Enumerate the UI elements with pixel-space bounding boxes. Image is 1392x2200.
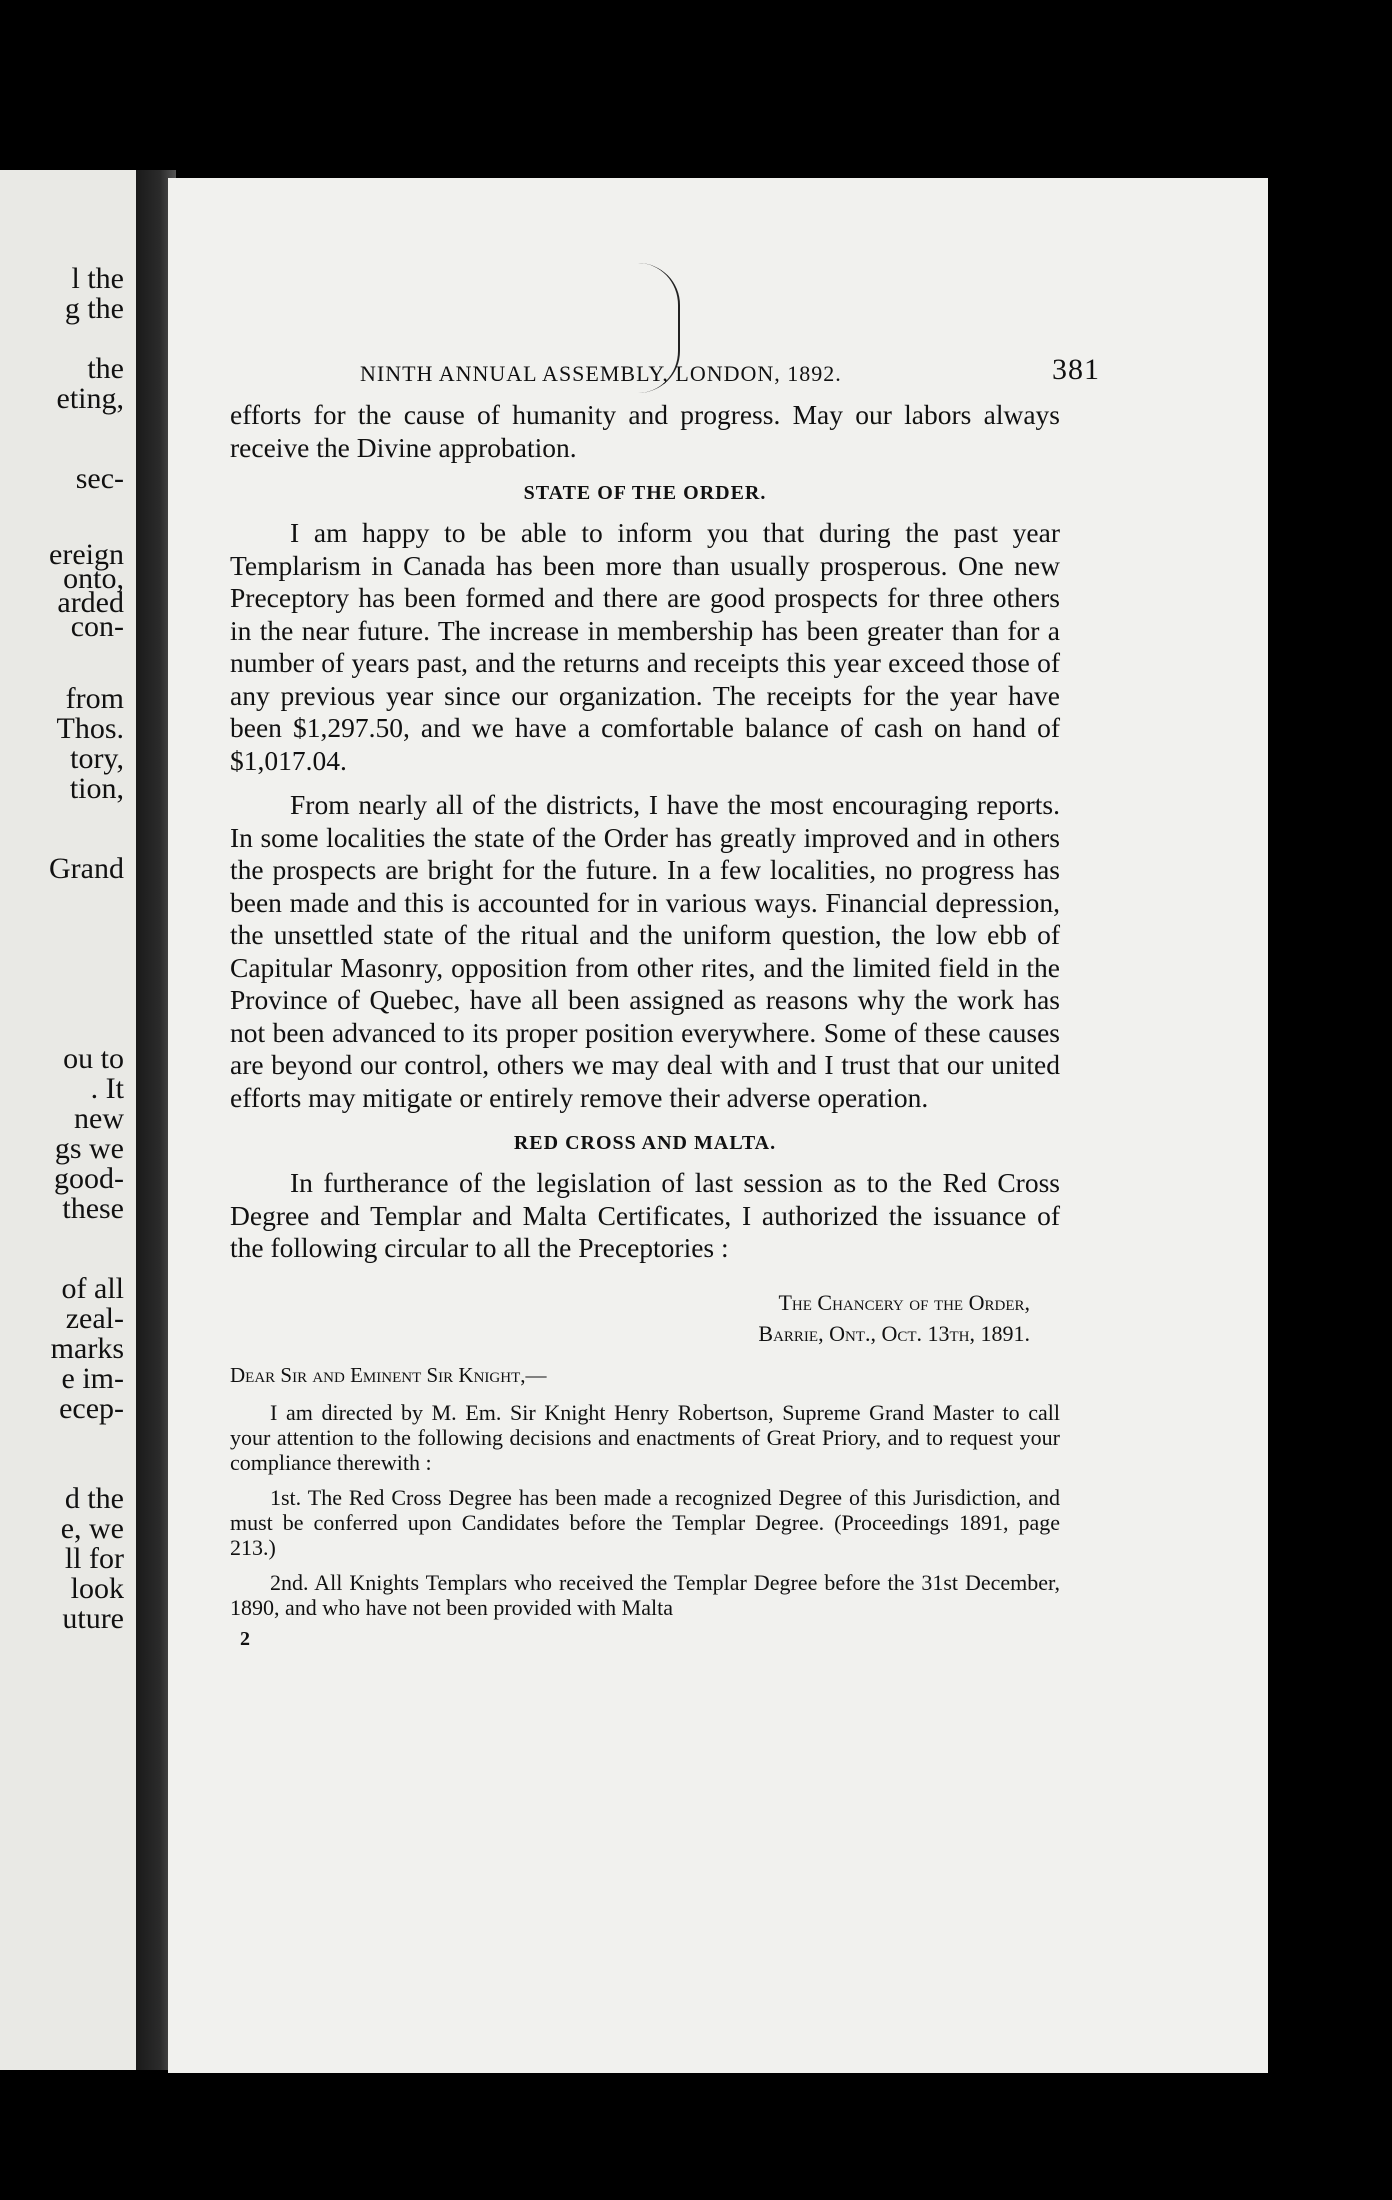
page-number: 381 — [1052, 353, 1100, 386]
left-page-text-fragment: con- — [70, 610, 124, 643]
paragraph-state-2: From nearly all of the districts, I have the most encouraging reports. In some localities the state of the Order has greatly improved and in others the prospects are bright for the future. In a few localities, no progress has been made and this is accounted for in various ways. Financial depression, the unsettled state of the ritual and the uniform question, the low ebb of Capitular Masonry, opposition from other rites, and the limited field in the Province of Quebec, have all been assigned as reasons why the work has not been advanced to its proper position everywhere. Some of these causes are beyond our control, others we may deal with and I trust that our united efforts may mitigate or entirely remove their adverse operation. — [230, 789, 1060, 1113]
left-page-text-fragment: these — [62, 1192, 124, 1225]
left-page-text-fragment: the — [87, 352, 124, 385]
left-page-text-fragment: e im- — [61, 1362, 124, 1395]
left-page-text-fragment: ou to — [63, 1042, 124, 1075]
opening-paragraph: efforts for the cause of humanity and progress. May our labors always receive the Divine approbation. — [230, 399, 1060, 463]
circular-paragraph-3: 2nd. All Knights Templars who received the Templar Degree before the 31st December, 1890, and who have not been provided with Malta — [230, 1569, 1060, 1620]
left-page-text-fragment: ecep- — [59, 1392, 124, 1425]
paragraph-red-cross: In furtherance of the legislation of last session as to the Red Cross Degree and Templar and Malta Certificates, I authorized the issuance of the following circular to all the Preceptories : — [230, 1167, 1060, 1263]
left-page-text-fragment: . It — [90, 1072, 124, 1105]
circular-paragraph-1: I am directed by M. Em. Sir Knight Henry Robertson, Supreme Grand Master to call your attention to the following decisions and enactments of Great Priory, and to request your compliance therewith : — [230, 1399, 1060, 1475]
left-page-text-fragment: d the — [64, 1482, 124, 1515]
circular-place-date: Barrie, Ont., Oct. 13th, 1891. — [758, 1320, 1030, 1346]
left-page-text-fragment: gs we — [54, 1132, 124, 1165]
left-page-text-fragment: e, we — [60, 1512, 124, 1545]
book-page — [168, 178, 1268, 2073]
left-page-text-fragment: zeal- — [65, 1302, 124, 1335]
left-page-text-fragment: marks — [50, 1332, 124, 1365]
left-page-text-fragment: Thos. — [56, 712, 124, 745]
left-page-text-fragment: arded — [57, 586, 124, 619]
running-header — [230, 353, 1100, 399]
left-page-text-fragment: good- — [54, 1162, 124, 1195]
salutation: Dear Sir and Eminent Sir Knight,— — [230, 1362, 547, 1387]
left-page-text-fragment: g the — [64, 292, 124, 325]
left-page-text-fragment: eting, — [56, 382, 124, 415]
left-page-text-fragment: onto, — [63, 562, 124, 595]
left-page-text-fragment: from — [65, 682, 124, 715]
left-page-text-fragment: sec- — [75, 462, 124, 495]
left-page-text-fragment: tory, — [70, 742, 124, 775]
left-page-text-fragment: uture — [62, 1602, 124, 1635]
left-page-fragment — [0, 170, 136, 2070]
circular-heading — [230, 1287, 1030, 1349]
running-title: NINTH ANNUAL ASSEMBLY, LONDON, 1892. — [360, 361, 842, 386]
left-page-text-fragment: ll for — [64, 1542, 124, 1575]
left-page-text-fragment: ereign — [49, 538, 124, 571]
left-page-text-fragment: Grand — [49, 852, 124, 885]
section-heading-state-of-order: STATE OF THE ORDER. — [523, 482, 767, 504]
page-content — [230, 353, 1100, 1651]
sheet-signature: 2 — [240, 1627, 250, 1650]
left-page-text-fragment: new — [74, 1102, 124, 1135]
left-page-text-fragment: tion, — [69, 772, 124, 805]
section-heading-red-cross: RED CROSS AND MALTA. — [513, 1132, 777, 1154]
left-page-text-fragment: look — [70, 1572, 124, 1605]
circular-paragraph-2: 1st. The Red Cross Degree has been made a recognized Degree of this Jurisdiction, and must be conferred upon Candidates before the Templar Degree. (Proceedings 1891, page 213.) — [230, 1484, 1060, 1560]
circular-office: The Chancery of the Order, — [778, 1289, 1030, 1315]
paragraph-state-1: I am happy to be able to inform you that during the past year Templarism in Canada has been more than usually prosperous. One new Preceptory has been formed and there are good prospects for three others in the near future. The increase in membership has been greater than for a number of years past, and the returns and receipts this year exceed those of any previous year since our organization. The receipts for the year have been $1,297.50, and we have a comfortable balance of cash on hand of $1,017.04. — [230, 517, 1060, 776]
left-page-text-fragment: l the — [71, 262, 124, 295]
left-page-text-fragment: of all — [61, 1272, 124, 1305]
